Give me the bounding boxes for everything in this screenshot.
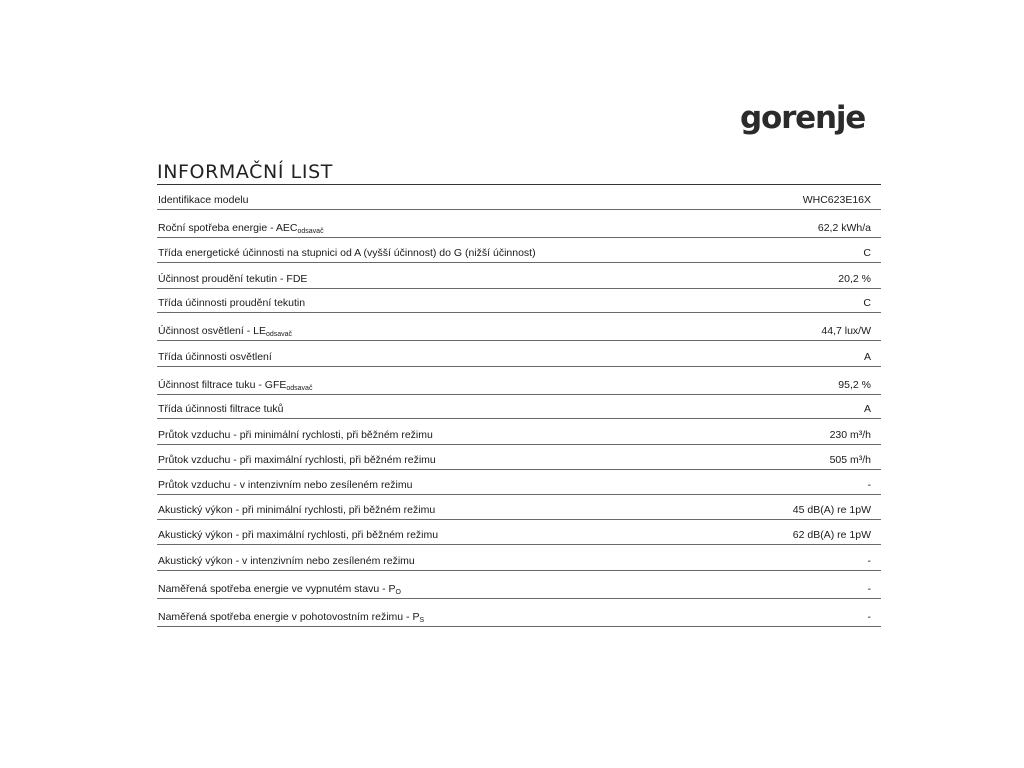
row-value: 62,2 kWh/a	[817, 222, 871, 234]
row-value: 20,2 %	[838, 273, 871, 285]
row-label-subscript: S	[419, 617, 425, 624]
table-row	[157, 445, 881, 470]
row-label: Průtok vzduchu - při minimální rychlosti, při běžném režimu	[158, 429, 433, 441]
row-label-subscript: odsavač	[286, 385, 313, 392]
table-row	[157, 520, 881, 545]
row-value: 230 m³/h	[829, 429, 871, 441]
table-row	[157, 367, 881, 395]
table-row	[157, 545, 881, 571]
row-label: Akustický výkon - při minimální rychlosti, při běžném režimu	[158, 504, 436, 516]
table-row	[157, 571, 881, 599]
table-row	[157, 495, 881, 520]
row-label: Průtok vzduchu - při maximální rychlosti, při běžném režimu	[158, 454, 436, 466]
table-row	[157, 419, 881, 445]
row-value: A	[863, 351, 871, 363]
row-label: Naměřená spotřeba energie v pohotovostním režimu - $P_S$	[158, 611, 425, 624]
info-table	[157, 185, 881, 627]
row-value: -	[867, 555, 871, 567]
row-value: A	[863, 403, 871, 415]
row-label: Třída účinnosti osvětlení	[158, 351, 272, 363]
row-label: Účinnost filtrace tuku - $GFE_{odsavač}$	[158, 379, 313, 392]
row-label: Naměřená spotřeba energie ve vypnutém stavu - $P_O$	[158, 583, 401, 596]
row-label: Průtok vzduchu - v intenzivním nebo zesíleném režimu	[158, 479, 413, 491]
row-label-subscript: odsavač	[265, 331, 293, 338]
row-label: Účinnost proudění tekutin - FDE	[158, 273, 308, 285]
row-label: Třída účinnosti proudění tekutin	[158, 297, 306, 309]
table-row	[157, 395, 881, 419]
row-value: 62 dB(A) re 1pW	[792, 529, 871, 541]
row-value: 44,7 lux/W	[821, 325, 871, 337]
row-value: 95,2 %	[838, 379, 871, 391]
row-label-subscript: O	[395, 589, 401, 596]
row-value: -	[867, 611, 871, 623]
row-value: C	[863, 297, 871, 309]
row-label: Akustický výkon - v intenzivním nebo zesíleném režimu	[158, 555, 415, 567]
row-label: Třída energetické účinnosti na stupnici od A (vyšší účinnost) do G (nižší účinnost)	[158, 247, 536, 259]
table-row	[157, 313, 881, 341]
table-row	[157, 470, 881, 495]
table-row	[157, 263, 881, 289]
table-row	[157, 238, 881, 263]
row-label: Třída účinnosti filtrace tuků	[158, 403, 284, 415]
row-value: C	[863, 247, 871, 259]
row-value: WHC623E16X	[802, 194, 871, 206]
row-value: 45 dB(A) re 1pW	[792, 504, 871, 516]
table-row	[157, 210, 881, 238]
gorenje-logo: gorenje	[740, 100, 866, 136]
table-row	[157, 341, 881, 367]
row-label: Identifikace modelu	[158, 194, 249, 206]
table-row	[157, 289, 881, 313]
table-row	[157, 599, 881, 627]
table-row	[157, 185, 881, 210]
row-label: Roční spotřeba energie - $AEC_{odsavač}$	[158, 222, 324, 235]
row-label: Akustický výkon - při maximální rychlosti, při běžném režimu	[158, 529, 439, 541]
row-label-subscript: odsavač	[297, 228, 324, 235]
row-label: Účinnost osvětlení - $LE_{odsavač}$	[158, 325, 293, 338]
row-value: 505 m³/h	[829, 454, 871, 466]
row-value: -	[867, 583, 871, 595]
row-value: -	[867, 479, 871, 491]
page-title: INFORMAČNÍ LIST	[157, 161, 333, 183]
